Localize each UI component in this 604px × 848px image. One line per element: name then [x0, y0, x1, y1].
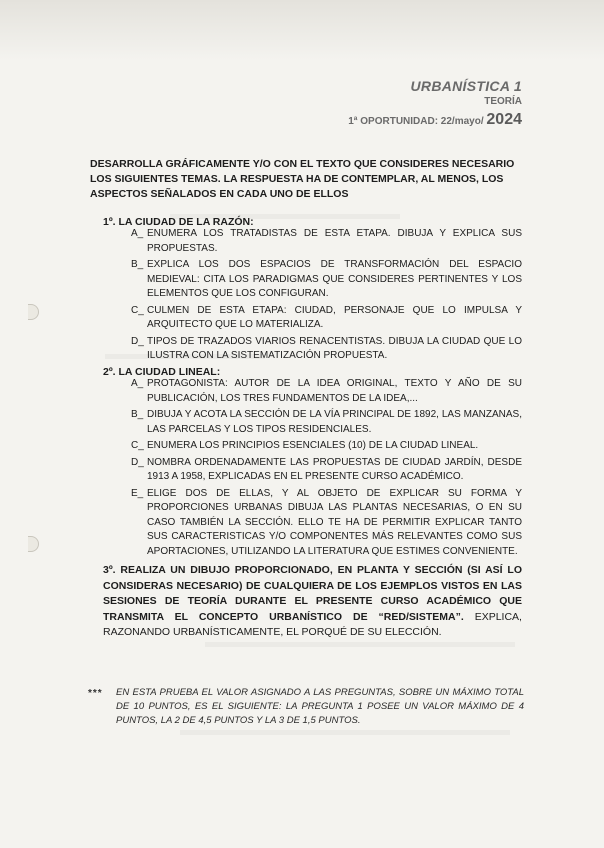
bleed-through-mark — [205, 642, 515, 647]
bleed-through-mark — [180, 730, 510, 735]
scoring-note: EN ESTA PRUEBA EL VALOR ASIGNADO A LAS PREGUNTAS, SOBRE UN MÁXIMO TOTAL DE 10 PUNTOS, ES EL SIGUIENTE: LA PREGUNTA 1 POSEE UN VALOR MÁXIMO DE 4 PUNTOS, LA 2 DE 4,5 PUNTOS Y LA 3 DE 1,5 PUNTOS. — [116, 687, 524, 726]
question-2-items — [131, 377, 522, 559]
item-text: EXPLICA LOS DOS ESPACIOS DE TRANSFORMACIÓN DEL ESPACIO MEDIEVAL: CITA LOS PARADIGMAS QUE CONSIDERES PERTINENTES Y LOS ELEMENTOS QUE LOS CONFIGURAN. — [147, 259, 522, 299]
item-label: A_ — [131, 378, 144, 389]
item-text: PROTAGONISTA: AUTOR DE LA IDEA ORIGINAL, TEXTO Y AÑO DE SU PUBLICACIÓN, LOS TRES FUNDAMENTOS DE LA IDEA,... — [147, 378, 522, 404]
item-text: DIBUJA Y ACOTA LA SECCIÓN DE LA VÍA PRINCIPAL DE 1892, LAS MANZANAS, LAS PARCELAS Y LOS TIPOS RESIDENCIALES. — [147, 409, 522, 435]
item-label: A_ — [131, 228, 144, 239]
item-label: B_ — [131, 409, 144, 420]
exam-date — [348, 111, 522, 129]
question-2-item-c — [131, 439, 522, 454]
exam-year: 2024 — [486, 111, 522, 128]
question-3-statement: 3º. REALIZA UN DIBUJO PROPORCIONADO, EN PLANTA Y SECCIÓN (SI ASÍ LO CONSIDERAS NECESARIO) DE CUALQUIERA DE LOS EJEMPLOS VISTOS EN LAS SESIONES DE TEORÍA DURANTE EL PRESENTE CURSO ACADÉMICO QUE TRANSMITA EL CONCEPTO URBANÍSTICO DE “RED/SISTEMA”. — [103, 564, 522, 623]
question-1-item-c — [131, 304, 522, 333]
footnote-mark: *** — [88, 688, 103, 699]
item-text: ENUMERA LOS TRATADISTAS DE ESTA ETAPA. DIBUJA Y EXPLICA SUS PROPUESTAS. — [147, 228, 522, 254]
item-text: CULMEN DE ESTA ETAPA: CIUDAD, PERSONAJE QUE LO IMPULSA Y ARQUITECTO QUE LO MATERIALIZA. — [147, 304, 522, 330]
question-2-item-a — [131, 377, 522, 406]
question-1-item-a — [131, 227, 522, 256]
question-2-item-e — [131, 487, 522, 560]
item-label: C_ — [131, 440, 144, 451]
punch-hole — [28, 536, 39, 552]
item-text: ELIGE DOS DE ELLAS, Y AL OBJETO DE EXPLICAR SU FORMA Y PROPORCIONES URBANAS DIBUJA LAS PLANTAS NECESARIAS, O EN SU CASO TAMBIÉN LA SECCIÓN. ELLO TE HA DE PERMITIR EXPLICAR TANTO SUS CARACTERISTICAS Y/O COMPONENTES MÁS RELEVANTES COMO SUS APORTACIONES, UTILIZANDO LA LITERATURA QUE ESTIMES CONVENIENTE. — [147, 487, 522, 557]
item-text: NOMBRA ORDENADAMENTE LAS PROPUESTAS DE CIUDAD JARDÍN, DESDE 1913 A 1958, EXPLICADAS EN EL PRESENTE CURSO ACADÉMICO. — [147, 456, 522, 482]
question-2-item-d — [131, 456, 522, 485]
course-title: URBANÍSTICA 1 — [410, 78, 522, 94]
exam-header — [348, 78, 522, 129]
punch-hole — [28, 304, 39, 320]
question-3 — [103, 563, 522, 641]
item-text: ENUMERA LOS PRINCIPIOS ESENCIALES (10) DE LA CIUDAD LINEAL. — [147, 440, 479, 451]
question-3-instruction: EXPLICA, RAZONANDO URBANÍSTICAMENTE, EL PORQUÉ DE SU ELECCIÓN. — [103, 610, 522, 638]
page-shadow — [0, 0, 604, 60]
question-2-title: 2º. LA CIUDAD LINEAL: — [103, 366, 221, 378]
instructions: DESARROLLA GRÁFICAMENTE Y/O CON EL TEXTO QUE CONSIDERES NECESARIO LOS SIGUIENTES TEMAS. LA RESPUESTA HA DE CONTEMPLAR, AL MENOS, LOS ASPECTOS SEÑALADOS EN CADA UNO DE ELLOS — [90, 158, 515, 200]
question-1-item-d — [131, 335, 522, 364]
question-1-item-b — [131, 258, 522, 302]
question-2-item-b — [131, 408, 522, 437]
question-1-title: 1º. LA CIUDAD DE LA RAZÓN: — [103, 216, 254, 228]
item-label: D_ — [131, 335, 144, 347]
item-label: B_ — [131, 259, 144, 270]
item-text: TIPOS DE TRAZADOS VIARIOS RENACENTISTAS. DIBUJA LA CIUDAD QUE LO ILUSTRA CON LA SISTEMATIZACIÓN PROPUESTA. — [147, 335, 522, 361]
course-part: TEORÍA — [484, 96, 522, 107]
exam-sitting: 1ª OPORTUNIDAD: 22/mayo/ — [348, 116, 484, 127]
item-label: E_ — [131, 487, 144, 499]
question-1-items — [131, 227, 522, 364]
item-label: C_ — [131, 304, 144, 316]
item-label: D_ — [131, 456, 144, 468]
